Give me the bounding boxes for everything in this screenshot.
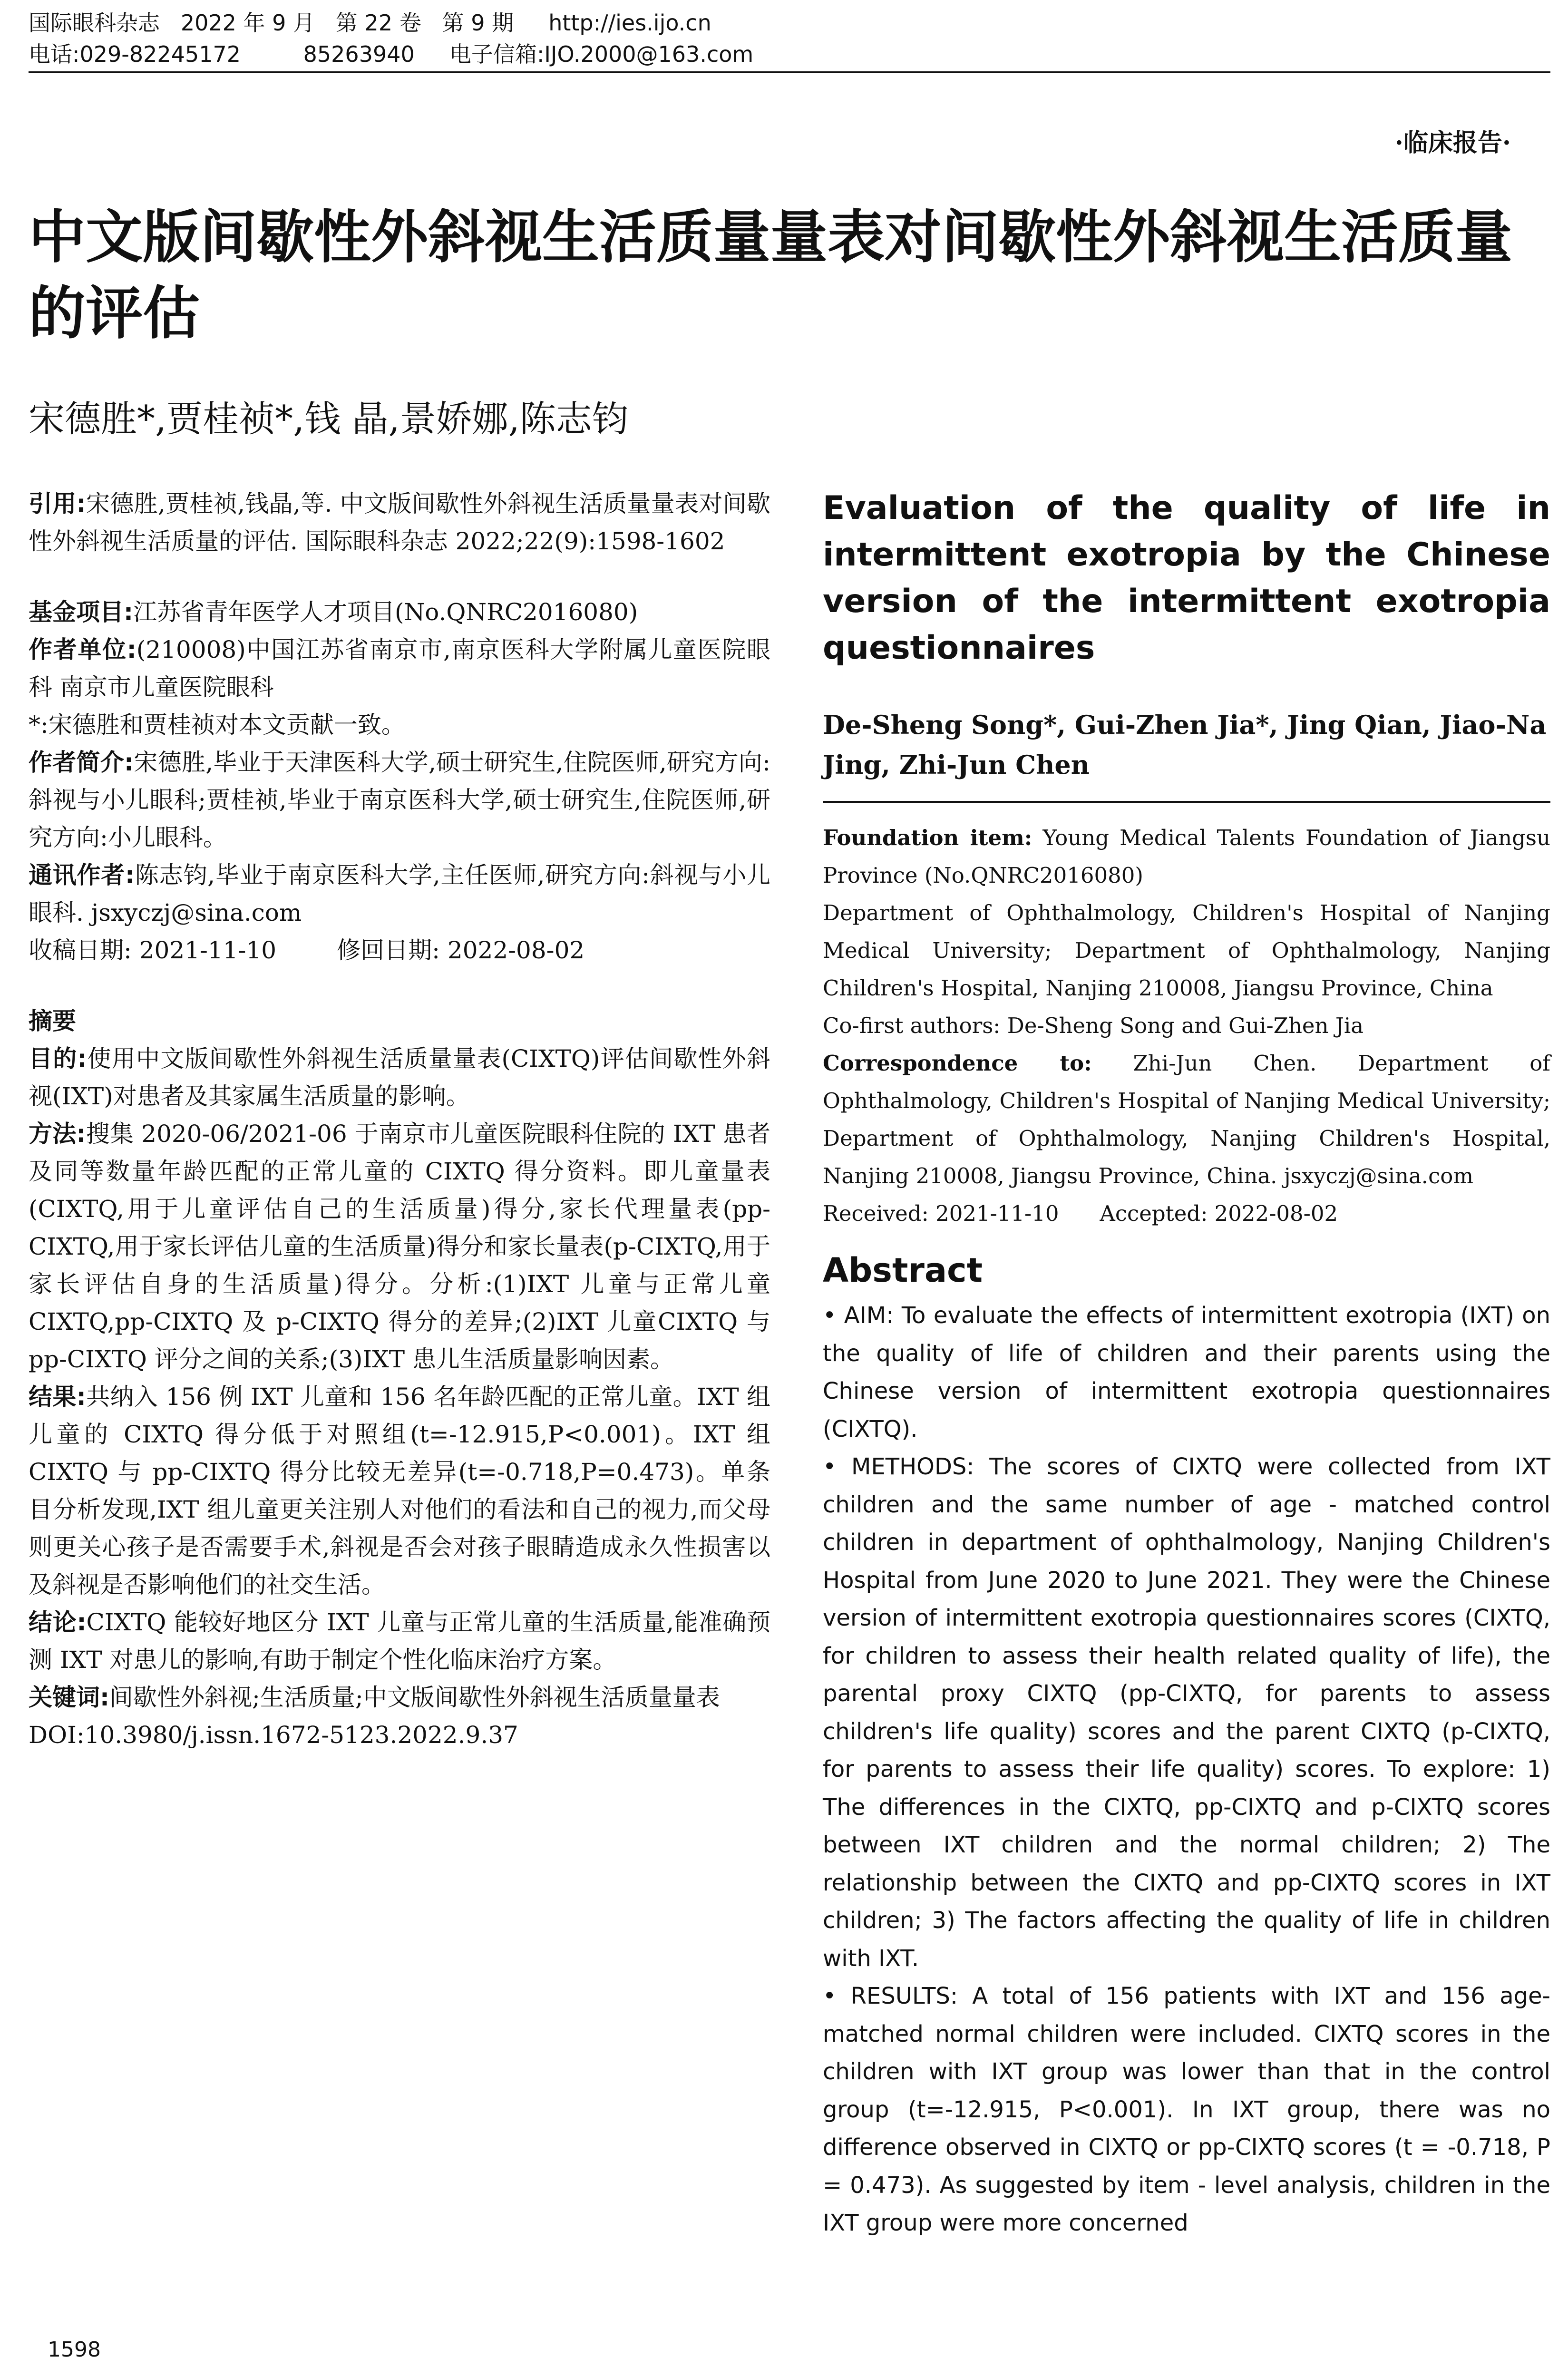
foundation-label: Foundation item:	[823, 825, 1032, 850]
correspondence-label: Correspondence to:	[823, 1051, 1092, 1076]
author-unit	[29, 631, 770, 706]
foundation-text: Young Medical Talents Foundation of Jiangsu Province (No.QNRC2016080)	[823, 825, 1551, 888]
article-title-zh: 中文版间歇性外斜视生活质量量表对间歇性外斜视生活质量的评估	[29, 205, 1512, 347]
abstract-heading-en: Abstract	[823, 1251, 983, 1290]
cofirst-note-zh: *:宋德胜和贾桂祯对本文贡献一致。	[29, 711, 405, 739]
dates-zh: 收稿日期: 2021-11-10 修回日期: 2022-08-02	[29, 936, 585, 964]
aim-text: 使用中文版间歇性外斜视生活质量量表(CIXTQ)评估间歇性外斜视(IXT)对患者及其家属生活质量的影响。	[29, 1045, 770, 1110]
citation-text: 宋德胜,贾桂祯,钱晶,等. 中文版间歇性外斜视生活质量量表对间歇性外斜视生活质量的评估. 国际眼科杂志 2022;22(9):1598-1602	[29, 490, 771, 555]
header-rule	[29, 71, 1550, 73]
authors-zh: 宋德胜*,贾桂祯*,钱 晶,景娇娜,陈志钧	[29, 398, 628, 440]
page-number: 1598	[48, 2338, 101, 2362]
correspondence-text: Zhi-Jun Chen. Department of Ophthalmology, Children's Hospital of Nanjing Medical University; Department of Ophthalmology, Nanjing Children's Hospital, Nanjing 210008, Jiangsu Province, China. jsxyczj@sina.com	[823, 1051, 1550, 1188]
abstract-results-en: • RESULTS: A total of 156 patients with IXT and 156 age-matched normal children were included. CIXTQ scores in the children with IXT group was lower than that in the control group (t=-12.915, P<0.001). In IXT group, there was no difference observed in CIXTQ or pp-CIXTQ scores (t = -0.718, P = 0.473). As suggested by item - level analysis, children in the IXT group were more concerned	[823, 1983, 1550, 2236]
corr-text: 陈志钧,毕业于南京医科大学,主任医师,研究方向:斜视与小儿眼科. jsxyczj@sina.com	[29, 861, 771, 926]
journal-header-line1: 国际眼科杂志 2022 年 9 月 第 22 卷 第 9 期 http://ies.ijo.cn	[29, 10, 711, 36]
received-accepted: Received: 2021-11-10 Accepted: 2022-08-02	[823, 1201, 1338, 1226]
right-column	[823, 485, 1550, 2242]
journal-header-line2: 电话:029-82245172 85263940 电子信箱:IJO.2000@163.com	[29, 41, 754, 67]
abstract-methods-en: • METHODS: The scores of CIXTQ were collected from IXT children and the same number of age - matched control children in department of ophthalmology, Nanjing Children's Hospital from June 2020 to June 2021. They were the Chinese version of intermittent exotropia questionnaires scores (CIXTQ, for children to assess their health related quality of life), the parental proxy CIXTQ (pp-CIXTQ, for parents to assess children's life quality) scores and the parent CIXTQ (p-CIXTQ, for parents to assess their life quality) scores. To explore: 1) The differences in the CIXTQ, pp-CIXTQ and p-CIXTQ scores between IXT children and the normal children; 2) The relationship between the CIXTQ and pp-CIXTQ scores in IXT children; 3) The factors affecting the quality of life in children with IXT.	[823, 1453, 1550, 1972]
methods-zh	[29, 1115, 770, 1378]
foundation-en	[823, 819, 1550, 894]
results-text: 共纳入 156 例 IXT 儿童和 156 名年龄匹配的正常儿童。IXT 组儿童的 CIXTQ 得分低于对照组(t=-12.915,P<0.001)。IXT 组 CIXTQ 与 pp-CIXTQ 得分比较无差异(t=-0.718,P=0.473)。单条目分析发现,IXT 组儿童更关注别人对他们的看法和自己的视力,而父母则更关心孩子是否需要手术,斜视是否会对孩子眼睛造成永久性损害以及斜视是否影响他们的社交生活。	[29, 1383, 770, 1598]
unit-label: 作者单位:	[29, 636, 136, 663]
conclusion-text: CIXTQ 能较好地区分 IXT 儿童与正常儿童的生活质量,能准确预测 IXT 对患儿的影响,有助于制定个性化临床治疗方案。	[29, 1608, 770, 1674]
fund	[29, 594, 770, 631]
left-column	[29, 485, 770, 1754]
aim-zh	[29, 1040, 770, 1115]
conclusion-label: 结论:	[29, 1608, 87, 1636]
keywords-label: 关键词:	[29, 1684, 109, 1711]
doi: DOI:10.3980/j.issn.1672-5123.2022.9.37	[29, 1721, 518, 1749]
methods-text: 搜集 2020-06/2021-06 于南京市儿童医院眼科住院的 IXT 患者及同等数量年龄匹配的正常儿童的 CIXTQ 得分资料。即儿童量表(CIXTQ,用于儿童评估自己的生活质量)得分,家长代理量表(pp-CIXTQ,用于家长评估儿童的生活质量)得分和家长量表(p-CIXTQ,用于家长评估自身的生活质量)得分。分析:(1)IXT 儿童与正常儿童CIXTQ,pp-CIXTQ 及 p-CIXTQ 得分的差异;(2)IXT 儿童CIXTQ 与 pp-CIXTQ 评分之间的关系;(3)IXT 患儿生活质量影响因素。	[29, 1120, 770, 1373]
author-bio	[29, 744, 770, 857]
corresponding-author	[29, 857, 770, 932]
keywords-zh	[29, 1679, 770, 1716]
conclusion-zh	[29, 1604, 770, 1679]
cofirst-note-en: Co-first authors: De-Sheng Song and Gui-Zhen Jia	[823, 1013, 1364, 1038]
corr-label: 通讯作者:	[29, 861, 135, 889]
citation-label: 引用:	[29, 490, 86, 517]
section-tag: ·临床报告·	[1394, 128, 1511, 157]
aim-label: 目的:	[29, 1045, 87, 1072]
fund-label: 基金项目:	[29, 598, 133, 626]
english-header-rule	[823, 801, 1550, 803]
methods-label: 方法:	[29, 1120, 86, 1148]
fund-text: 江苏省青年医学人才项目(No.QNRC2016080)	[133, 598, 638, 626]
correspondence-en	[823, 1044, 1550, 1195]
results-label: 结果:	[29, 1383, 86, 1411]
english-metadata	[823, 819, 1550, 1232]
unit-text: (210008)中国江苏省南京市,南京医科大学附属儿童医院眼科 南京市儿童医院眼科	[29, 636, 771, 701]
keywords-text: 间歇性外斜视;生活质量;中文版间歇性外斜视生活质量量表	[109, 1684, 720, 1711]
citation	[29, 485, 770, 560]
department-en: Department of Ophthalmology, Children's Hospital of Nanjing Medical University; Department of Ophthalmology, Nanjing Children's Hospital, Nanjing 210008, Jiangsu Province, China	[823, 900, 1550, 1001]
bio-label: 作者简介:	[29, 749, 134, 776]
results-zh	[29, 1378, 770, 1604]
bio-text: 宋德胜,毕业于天津医科大学,硕士研究生,住院医师,研究方向:斜视与小儿眼科;贾桂祯,毕业于南京医科大学,硕士研究生,住院医师,研究方向:小儿眼科。	[29, 749, 770, 851]
abstract-heading-zh: 摘要	[29, 1007, 76, 1035]
article-title-en: Evaluation of the quality of life in intermittent exotropia by the Chinese version of the intermittent exotropia questionnaires	[823, 489, 1550, 667]
abstract-aim-en: • AIM: To evaluate the effects of intermittent exotropia (IXT) on the quality of life of children and their parents using the Chinese version of intermittent exotropia questionnaires (CIXTQ).	[823, 1302, 1550, 1442]
authors-en: De-Sheng Song*, Gui-Zhen Jia*, Jing Qian, Jiao-Na Jing, Zhi-Jun Chen	[823, 710, 1547, 780]
